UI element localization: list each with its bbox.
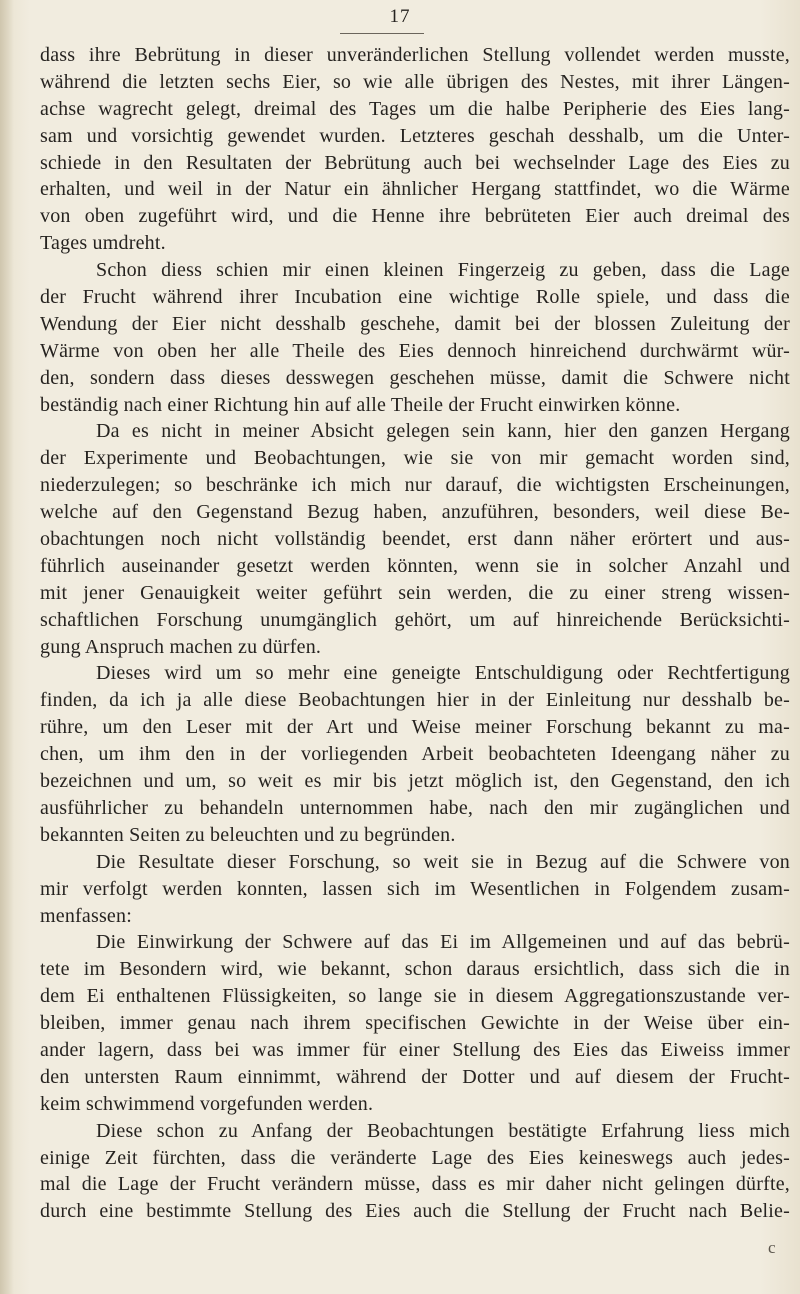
text-line: dem Ei enthaltenen Flüssigkeiten, so lange sie in diesem Aggregationszustande ver- [40,985,790,1008]
page-number: 17 [389,6,411,27]
text-line: ander lagern, dass bei was immer für einer Stellung des Eies das Eiweiss immer [40,1038,790,1061]
paragraph-start: Die Einwirkung der Schwere auf das Ei im Allgemeinen und auf das bebrü- [96,931,790,954]
paragraph-start: Die Resultate dieser Forschung, so weit sie in Bezug auf die Schwere von [96,850,790,873]
text-line: von oben zugeführt wird, und die Henne ihre bebrüteten Eier auch dreimal des [40,205,790,228]
gutter-shadow [0,0,14,1294]
paragraph-start: Da es nicht in meiner Absicht gelegen sein kann, hier den ganzen Hergang [96,420,790,443]
text-line: erhalten, und weil in der Natur ein ähnlicher Hergang stattfindet, wo die Wärme [40,178,790,201]
text-line: schiede in den Resultaten der Bebrütung auch bei wechselnder Lage des Eies zu [40,151,790,174]
text-line: sam und vorsichtig gewendet wurden. Letzteres geschah desshalb, um die Unter- [40,124,790,147]
text-line: schaftlichen Forschung unumgänglich gehört, um auf hinreichende Berücksichti- [40,608,790,631]
text-line: achse wagrecht gelegt, dreimal des Tages um die halbe Peripherie des Eies lang- [40,97,790,120]
text-line: chen, um ihm den in der vorliegenden Arbeit beobachteten Ideengang näher zu [40,743,790,766]
text-line: keim schwimmend vorgefunden werden. [40,1092,374,1115]
text-line: Wendung der Eier nicht desshalb geschehe, damit bei der blossen Zuleitung der [40,312,790,335]
text-line: bezeichnen und um, so weit es mir bis jetzt möglich ist, den Gegenstand, den ich [40,770,790,793]
text-line: tete im Besondern wird, wie bekannt, schon daraus ersichtlich, dass sich die in [40,958,790,981]
body-text [40,42,790,1225]
text-line: den, sondern dass dieses desswegen geschehen müsse, damit die Schwere nicht [40,366,790,389]
text-line: menfassen: [40,904,132,927]
header-rule [340,33,424,34]
text-line: rühre, um den Leser mit der Art und Weise meiner Forschung bekannt zu ma- [40,716,790,739]
text-line: der Frucht während ihrer Incubation eine wichtige Rolle spiele, und dass die [40,286,790,309]
text-line: welche auf den Gegenstand Bezug haben, anzuführen, besonders, weil diese Be- [40,501,790,524]
text-line: Wärme von oben her alle Theile des Eies dennoch hinreichend durchwärmt wür- [40,339,790,362]
text-line: der Experimente und Beobachtungen, wie sie von mir gemacht worden sind, [40,447,790,470]
text-line: mir verfolgt werden konnten, lassen sich im Wesentlichen in Folgendem zusam- [40,877,790,900]
text-line: dass ihre Bebrütung in dieser unveränderlichen Stellung vollendet werden musste, [40,44,790,66]
text-line: mit jener Genauigkeit weiter geführt sein werden, die zu einer streng wissen- [40,581,790,604]
text-line: mal die Lage der Frucht verändern müsse, dass es mir daher nicht gelingen dürfte, [40,1173,790,1196]
text-line: niederzulegen; so beschränke ich mich nur darauf, die wichtigsten Erscheinungen, [40,474,790,497]
signature-mark: c [768,1238,776,1257]
text-line: durch eine bestimmte Stellung des Eies auch die Stellung der Frucht nach Belie- [40,1200,790,1223]
text-line: einige Zeit fürchten, dass die veränderte Lage des Eies keineswegs auch jedes- [40,1146,790,1169]
text-line: führlich auseinander gesetzt werden könnten, wenn sie in solcher Anzahl und [40,554,790,577]
text-line: bleiben, immer genau nach ihrem specifischen Gewichte in der Weise über ein- [40,1012,790,1035]
text-line: finden, da ich ja alle diese Beobachtungen hier in der Einleitung nur desshalb be- [40,689,790,712]
paragraph-start: Diese schon zu Anfang der Beobachtungen bestätigte Erfahrung liess mich [96,1119,790,1142]
paragraph-start: Schon diess schien mir einen kleinen Fingerzeig zu geben, dass die Lage [96,259,790,282]
text-line: obachtungen noch nicht vollständig beendet, erst dann näher erörtert und aus- [40,528,790,551]
text-line: bekannten Seiten zu beleuchten und zu begründen. [40,823,456,846]
text-line: beständig nach einer Richtung hin auf alle Theile der Frucht einwirken könne. [40,393,681,416]
text-line: Tages umdreht. [40,232,166,255]
text-line: ausführlicher zu behandeln unternommen habe, nach den mir zugänglichen und [40,796,790,819]
paragraph-start: Dieses wird um so mehr eine geneigte Entschuldigung oder Rechtfertigung [96,662,790,685]
text-line: während die letzten sechs Eier, so wie alle übrigen des Nestes, mit ihrer Längen- [40,70,790,93]
text-line: gung Anspruch machen zu dürfen. [40,635,322,658]
text-line: den untersten Raum einnimmt, während der Dotter und auf diesem der Frucht- [40,1065,790,1088]
